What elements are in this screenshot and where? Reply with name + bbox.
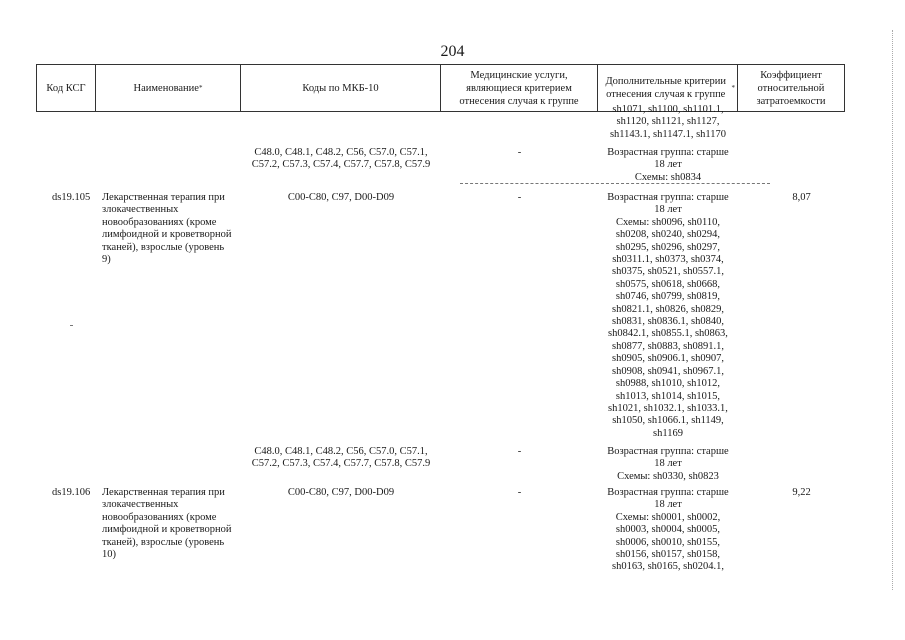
scan-speck <box>70 325 73 326</box>
coef-cell: 9,22 <box>792 487 811 498</box>
mkb-cell: C48.0, C48.1, C48.2, C56, C57.0, C57.1, C57.2, C57.3, C57.4, C57.7, C57.8, C57.9 <box>251 147 431 171</box>
coef-cell: 8,07 <box>792 192 811 203</box>
header-services: Медицинские услуги, являющиеся критерием отнесения случая к группе <box>441 65 598 111</box>
header-coef: Коэффициент относительной затратоемкости <box>738 65 845 111</box>
ksg-code: ds19.106 <box>52 487 91 498</box>
services-cell: - <box>517 147 522 158</box>
criteria-cell: Возрастная группа: старше 18 лет Схемы: sh0330, sh0823 <box>607 446 729 482</box>
ksg-name: Лекарственная терапия при злокачественных новообразованиях (кроме лимфоидной и кроветворной тканей), взрослые (уровень 10) <box>102 487 232 561</box>
header-mkb: Коды по МКБ-10 <box>241 65 441 111</box>
scan-margin-marks <box>892 30 895 590</box>
header-code: Код КСГ <box>36 65 96 111</box>
criteria-cell: Возрастная группа: старше 18 лет Схемы: sh0834 <box>607 147 729 183</box>
header-name: Наименование * <box>96 65 241 111</box>
criteria-cell: sh1071, sh1100, sh1101.1, sh1120, sh1121, sh1127, sh1143.1, sh1147.1, sh1170 <box>609 104 727 140</box>
services-cell: - <box>517 487 522 498</box>
services-cell: - <box>517 446 522 457</box>
page-number: 204 <box>440 43 465 60</box>
criteria-cell: Возрастная группа: старше 18 лет Схемы: sh0096, sh0110, sh0208, sh0240, sh0294, sh0295, sh0296, sh0297, sh0311.1, sh0373, sh0374, sh0375, sh0521, sh0557.1, sh0575, sh0618, sh0668, sh0746, sh0799, sh0819, sh0821.1, sh0826, sh0829, sh0831, sh0836.1, sh0840, sh0842.1, sh0855.1, sh0863, sh0877, sh0883, sh0891.1, sh0905, sh0906.1, sh0907, sh0908, sh0941, sh0967.1, sh0988, sh1010, sh1012, sh1013, sh1014, sh1015, sh1021, sh1032.1, sh1033.1, sh1050, sh1066.1, sh1149, sh1169 <box>607 192 729 439</box>
mkb-cell: C48.0, C48.1, C48.2, C56, C57.0, C57.1, C57.2, C57.3, C57.4, C57.7, C57.8, C57.9 <box>251 446 431 470</box>
ksg-name: Лекарственная терапия при злокачественных новообразованиях (кроме лимфоидной и кроветворной тканей), взрослые (уровень 9) <box>102 192 232 266</box>
criteria-cell: Возрастная группа: старше 18 лет Схемы: sh0001, sh0002, sh0003, sh0004, sh0005, sh0006, sh0010, sh0155, sh0156, sh0157, sh0158, sh0163, sh0165, sh0204.1, <box>607 487 729 573</box>
ksg-code: ds19.105 <box>52 192 91 203</box>
header-criteria: Дополнительные критерии отнесения случая к группе * <box>598 65 738 111</box>
mkb-cell: C00-C80, C97, D00-D09 <box>287 192 395 203</box>
scan-divider <box>460 183 770 184</box>
services-cell: - <box>517 192 522 203</box>
mkb-cell: C00-C80, C97, D00-D09 <box>287 487 395 498</box>
